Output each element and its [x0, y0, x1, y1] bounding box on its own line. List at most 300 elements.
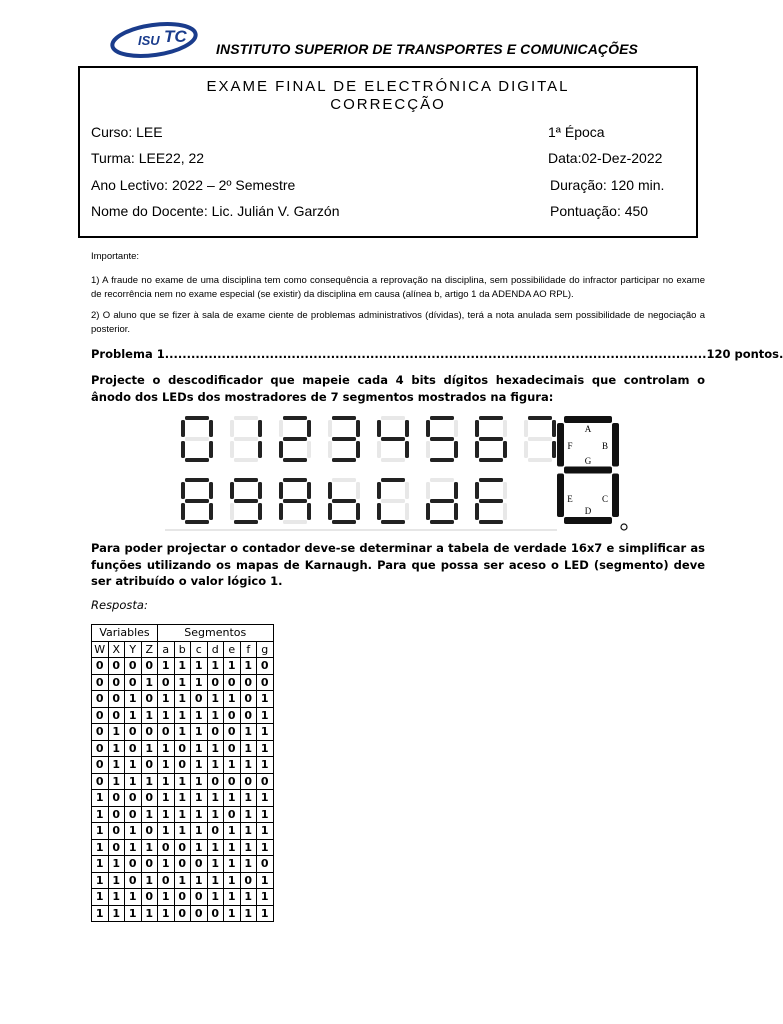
- table-row: [92, 724, 274, 741]
- table-cell: 1: [158, 773, 175, 790]
- segment-digit-6: [475, 416, 507, 462]
- table-cell: 1: [240, 806, 257, 823]
- segment-c: [209, 503, 213, 520]
- table-cell: 1: [207, 691, 224, 708]
- column-header-e: e: [224, 641, 241, 658]
- segment-d: [332, 520, 356, 524]
- table-cell: 0: [174, 757, 191, 774]
- table-cell: 1: [240, 740, 257, 757]
- table-cell: 1: [207, 790, 224, 807]
- column-header-x: X: [108, 641, 125, 658]
- ano-lectivo: Ano Lectivo: 2022 – 2º Semestre: [91, 177, 296, 193]
- table-cell: 0: [191, 889, 208, 906]
- table-cell: 1: [224, 856, 241, 873]
- table-cell: 0: [125, 806, 142, 823]
- column-header-d: d: [207, 641, 224, 658]
- segment-e: [426, 503, 430, 520]
- segment-g: [234, 499, 258, 503]
- segment-g: [430, 499, 454, 503]
- table-cell: 0: [174, 740, 191, 757]
- table-cell: 1: [257, 691, 274, 708]
- table-cell: 0: [92, 757, 109, 774]
- table-cell: 1: [174, 691, 191, 708]
- docente: Nome do Docente: Lic. Julián V. Garzón: [91, 203, 340, 219]
- segment-a: [381, 416, 405, 420]
- epoca: 1ª Época: [548, 124, 605, 140]
- segment-e: [328, 503, 332, 520]
- table-cell: 0: [174, 905, 191, 922]
- table-row: [92, 773, 274, 790]
- table-cell: 0: [224, 674, 241, 691]
- table-cell: 1: [240, 724, 257, 741]
- table-cell: 1: [224, 872, 241, 889]
- table-cell: 1: [108, 773, 125, 790]
- table-cell: 0: [141, 823, 158, 840]
- reference-segment: [612, 423, 619, 467]
- table-cell: 0: [125, 856, 142, 873]
- table-cell: 1: [207, 839, 224, 856]
- table-cell: 1: [191, 872, 208, 889]
- segment-d: [430, 520, 454, 524]
- table-cell: 0: [92, 707, 109, 724]
- segment-e: [181, 441, 185, 458]
- segment-digit-A: [279, 478, 311, 524]
- table-cell: 0: [224, 740, 241, 757]
- segment-g: [479, 499, 503, 503]
- table-cell: 1: [108, 872, 125, 889]
- table-cell: 0: [207, 905, 224, 922]
- table-cell: 1: [224, 839, 241, 856]
- segment-digit-8: [181, 478, 213, 524]
- problem-title-line: [91, 347, 783, 361]
- table-cell: 1: [224, 905, 241, 922]
- table-cell: 1: [108, 740, 125, 757]
- table-cell: 0: [224, 724, 241, 741]
- table-cell: 1: [257, 889, 274, 906]
- table-cell: 1: [141, 806, 158, 823]
- table-cell: 0: [207, 823, 224, 840]
- segment-g: [381, 437, 405, 441]
- segment-d: [234, 520, 258, 524]
- table-cell: 1: [207, 658, 224, 675]
- segment-digit-1: [230, 416, 262, 462]
- table-cell: 1: [158, 889, 175, 906]
- segment-b: [209, 420, 213, 437]
- table-cell: 0: [141, 724, 158, 741]
- table-cell: 1: [207, 856, 224, 873]
- segment-label-f: F: [567, 441, 573, 451]
- segment-c: [258, 441, 262, 458]
- table-cell: 1: [240, 839, 257, 856]
- table-cell: 1: [240, 889, 257, 906]
- segment-g: [381, 499, 405, 503]
- segment-c: [356, 441, 360, 458]
- segment-e: [377, 441, 381, 458]
- table-cell: 1: [191, 674, 208, 691]
- table-cell: 1: [207, 757, 224, 774]
- table-cell: 1: [125, 707, 142, 724]
- turma: Turma: LEE22, 22: [91, 150, 205, 166]
- table-cell: 1: [158, 740, 175, 757]
- institution-name: INSTITUTO SUPERIOR DE TRANSPORTES E COMUNICAÇÕES: [216, 41, 638, 57]
- table-cell: 1: [191, 790, 208, 807]
- table-cell: 0: [141, 856, 158, 873]
- table-cell: 0: [158, 724, 175, 741]
- reference-segment: [557, 474, 564, 518]
- segment-a: [234, 416, 258, 420]
- table-row: [92, 658, 274, 675]
- table-cell: 1: [125, 889, 142, 906]
- table-cell: 0: [125, 724, 142, 741]
- table-cell: 1: [257, 872, 274, 889]
- table-cell: 1: [224, 823, 241, 840]
- table-cell: 0: [92, 724, 109, 741]
- reference-segment: [564, 467, 612, 474]
- pontuacao: Pontuação: 450: [550, 203, 649, 219]
- segment-b: [405, 482, 409, 499]
- table-cell: 1: [257, 707, 274, 724]
- table-cell: 0: [92, 674, 109, 691]
- segment-b: [258, 420, 262, 437]
- reference-segment: [564, 416, 612, 423]
- table-cell: 1: [158, 856, 175, 873]
- table-row: [92, 856, 274, 873]
- table-row: [92, 707, 274, 724]
- segment-d: [234, 458, 258, 462]
- table-cell: 0: [92, 691, 109, 708]
- segment-g: [479, 437, 503, 441]
- table-cell: 1: [224, 691, 241, 708]
- table-cell: 1: [92, 905, 109, 922]
- table-cell: 1: [141, 905, 158, 922]
- segment-e: [475, 441, 479, 458]
- segment-b: [552, 420, 556, 437]
- table-cell: 0: [224, 773, 241, 790]
- segment-label-g: G: [584, 456, 592, 466]
- table-row: [92, 790, 274, 807]
- segment-f: [475, 420, 479, 437]
- segment-d: [185, 458, 209, 462]
- segment-b: [209, 482, 213, 499]
- segment-b: [503, 420, 507, 437]
- isutc-logo: [108, 18, 204, 60]
- table-cell: 1: [158, 790, 175, 807]
- problem-instructions: Para poder projectar o contador deve-se determinar a tabela de verdade 16x7 e simplificar as funções utilizando os mapas de Karnaugh. Para que possa ser aceso o LED (segmento) deve ser atribuído o valor lógico 1.: [91, 541, 705, 588]
- segment-digit-3: [328, 416, 360, 462]
- table-cell: 1: [257, 724, 274, 741]
- segment-b: [356, 420, 360, 437]
- table-cell: 1: [174, 658, 191, 675]
- column-header-c: c: [191, 641, 208, 658]
- table-cell: 0: [257, 658, 274, 675]
- data: Data:02-Dez-2022: [548, 150, 663, 166]
- table-cell: 0: [108, 658, 125, 675]
- table-cell: 1: [207, 872, 224, 889]
- important-label: Importante:: [91, 251, 140, 262]
- segment-c: [258, 503, 262, 520]
- problem-dots: ............................................................................................................................: [164, 347, 707, 361]
- segment-c: [405, 503, 409, 520]
- segment-e: [279, 441, 283, 458]
- exam-subtitle: CORRECÇÃO: [330, 96, 446, 113]
- segment-f: [377, 482, 381, 499]
- table-cell: 1: [141, 773, 158, 790]
- table-cell: 1: [174, 806, 191, 823]
- table-cell: 0: [108, 707, 125, 724]
- segment-g: [528, 437, 552, 441]
- segment-g: [234, 437, 258, 441]
- table-cell: 0: [158, 674, 175, 691]
- table-cell: 1: [174, 790, 191, 807]
- table-cell: 1: [125, 823, 142, 840]
- exam-title: EXAME FINAL DE ELECTRÓNICA DIGITAL: [206, 78, 570, 95]
- segment-e: [230, 441, 234, 458]
- logo-tc: TC: [164, 27, 187, 46]
- segment-d: [381, 520, 405, 524]
- table-cell: 1: [158, 707, 175, 724]
- table-cell: 1: [125, 757, 142, 774]
- segment-label-d: D: [584, 506, 592, 516]
- segment-d: [479, 520, 503, 524]
- segment-f: [279, 420, 283, 437]
- table-cell: 1: [108, 856, 125, 873]
- table-cell: 1: [224, 658, 241, 675]
- segment-a: [185, 416, 209, 420]
- table-cell: 1: [257, 839, 274, 856]
- table-row: [92, 823, 274, 840]
- table-cell: 0: [224, 806, 241, 823]
- table-cell: 1: [224, 889, 241, 906]
- problem-title: Problema 1: [91, 347, 165, 361]
- table-cell: 0: [224, 707, 241, 724]
- table-cell: 1: [141, 839, 158, 856]
- reference-segment: [612, 474, 619, 518]
- table-cell: 1: [240, 823, 257, 840]
- table-cell: 0: [240, 674, 257, 691]
- table-cell: 0: [174, 889, 191, 906]
- table-row: [92, 740, 274, 757]
- problem-statement: Projecte o descodificador que mapeie cada 4 bits dígitos hexadecimais que controlam o ânodo dos LEDs dos mostradores de 7 segmentos mostrados na figura:: [91, 373, 705, 404]
- table-cell: 1: [191, 724, 208, 741]
- segment-b: [454, 482, 458, 499]
- segment-digit-C: [377, 478, 409, 524]
- segment-a: [283, 478, 307, 482]
- table-cell: 1: [158, 823, 175, 840]
- segment-g: [332, 437, 356, 441]
- table-row: [92, 806, 274, 823]
- column-header-g: g: [257, 641, 274, 658]
- column-header-f: f: [240, 641, 257, 658]
- reference-segment: [557, 423, 564, 467]
- seven-segment-figure: [165, 410, 637, 532]
- segment-f: [230, 420, 234, 437]
- table-row: [92, 889, 274, 906]
- table-cell: 1: [240, 905, 257, 922]
- table-cell: 0: [108, 839, 125, 856]
- segment-f: [279, 482, 283, 499]
- table-cell: 1: [158, 691, 175, 708]
- table-row: [92, 872, 274, 889]
- segment-a: [479, 478, 503, 482]
- segment-g: [283, 437, 307, 441]
- segment-e: [230, 503, 234, 520]
- table-cell: 1: [191, 839, 208, 856]
- segment-f: [230, 482, 234, 499]
- segment-d: [185, 520, 209, 524]
- column-header-y: Y: [125, 641, 142, 658]
- table-cell: 1: [174, 707, 191, 724]
- segment-f: [524, 420, 528, 437]
- segment-a: [185, 478, 209, 482]
- segment-e: [181, 503, 185, 520]
- table-cell: 1: [224, 790, 241, 807]
- segment-c: [209, 441, 213, 458]
- table-cell: 0: [108, 674, 125, 691]
- segment-label-a: A: [584, 424, 592, 434]
- segment-b: [405, 420, 409, 437]
- table-cell: 0: [174, 839, 191, 856]
- segment-f: [426, 420, 430, 437]
- table-cell: 1: [240, 856, 257, 873]
- table-cell: 1: [125, 691, 142, 708]
- table-cell: 0: [125, 790, 142, 807]
- table-row: [92, 674, 274, 691]
- table-cell: 0: [191, 905, 208, 922]
- reference-segment: [564, 517, 612, 524]
- segment-e: [279, 503, 283, 520]
- column-header-z: Z: [141, 641, 158, 658]
- logo-isu: ISU: [138, 33, 160, 48]
- table-cell: 1: [257, 823, 274, 840]
- table-cell: 1: [257, 757, 274, 774]
- note-1: 1) A fraude no exame de uma disciplina tem como consequência a reprovação na disciplina, sem possibilidade do infractor participar no exame de recorrência nem no exame especial (se existir) da disciplina em causa (alínea b, artigo 1 da ADENDA AO RPL).: [91, 275, 705, 300]
- table-cell: 0: [92, 740, 109, 757]
- table-cell: 1: [108, 889, 125, 906]
- segment-c: [307, 441, 311, 458]
- table-cell: 1: [191, 823, 208, 840]
- table-cell: 1: [257, 790, 274, 807]
- segment-digit-b: [328, 478, 360, 524]
- table-cell: 0: [141, 658, 158, 675]
- table-cell: 1: [125, 839, 142, 856]
- table-row: [92, 839, 274, 856]
- table-cell: 1: [257, 905, 274, 922]
- segment-digit-2: [279, 416, 311, 462]
- segment-digit-0: [181, 416, 213, 462]
- segment-c: [356, 503, 360, 520]
- column-header-row: [92, 641, 274, 658]
- table-cell: 0: [125, 658, 142, 675]
- table-cell: 1: [257, 740, 274, 757]
- segment-label-c: C: [601, 494, 609, 504]
- table-cell: 1: [92, 889, 109, 906]
- table-cell: 1: [240, 757, 257, 774]
- table-cell: 1: [141, 872, 158, 889]
- table-cell: 1: [141, 740, 158, 757]
- segment-d: [283, 520, 307, 524]
- segment-b: [258, 482, 262, 499]
- table-cell: 0: [240, 691, 257, 708]
- truth-table: [91, 624, 274, 922]
- segment-f: [377, 420, 381, 437]
- table-cell: 0: [158, 872, 175, 889]
- table-cell: 0: [240, 872, 257, 889]
- segment-c: [454, 503, 458, 520]
- table-cell: 0: [108, 691, 125, 708]
- segment-c: [552, 441, 556, 458]
- segment-e: [377, 503, 381, 520]
- segment-label-b: B: [601, 441, 609, 451]
- table-cell: 1: [92, 790, 109, 807]
- table-cell: 1: [174, 823, 191, 840]
- segment-d: [479, 458, 503, 462]
- table-cell: 0: [174, 856, 191, 873]
- table-cell: 0: [257, 674, 274, 691]
- duracao: Duração: 120 min.: [550, 177, 665, 193]
- group-inputs: Variables: [92, 625, 158, 642]
- table-cell: 1: [191, 806, 208, 823]
- segment-c: [307, 503, 311, 520]
- answer-label: Resposta:: [91, 598, 148, 612]
- table-cell: 1: [174, 773, 191, 790]
- segment-d: [332, 458, 356, 462]
- table-row: [92, 757, 274, 774]
- segment-g: [283, 499, 307, 503]
- table-cell: 1: [125, 905, 142, 922]
- segment-f: [475, 482, 479, 499]
- table-cell: 1: [191, 757, 208, 774]
- table-cell: 0: [108, 790, 125, 807]
- segment-a: [381, 478, 405, 482]
- table-cell: 0: [108, 823, 125, 840]
- segment-digit-d: [426, 478, 458, 524]
- curso: Curso: LEE: [91, 124, 163, 140]
- segment-c: [503, 441, 507, 458]
- table-cell: 0: [191, 691, 208, 708]
- table-cell: 0: [158, 839, 175, 856]
- segment-b: [307, 420, 311, 437]
- segment-g: [185, 499, 209, 503]
- table-cell: 1: [207, 740, 224, 757]
- segment-c: [503, 503, 507, 520]
- table-cell: 1: [108, 724, 125, 741]
- segment-d: [381, 458, 405, 462]
- problem-points: 120 pontos.: [706, 347, 783, 361]
- segment-b: [454, 420, 458, 437]
- segment-d: [430, 458, 454, 462]
- table-cell: 1: [240, 658, 257, 675]
- table-cell: 0: [240, 707, 257, 724]
- segment-d: [528, 458, 552, 462]
- table-cell: 1: [174, 872, 191, 889]
- table-cell: 0: [92, 658, 109, 675]
- segment-b: [307, 482, 311, 499]
- segment-a: [430, 478, 454, 482]
- table-cell: 1: [158, 806, 175, 823]
- segment-label-e: E: [567, 494, 573, 504]
- table-cell: 1: [191, 773, 208, 790]
- segment-digit-E: [475, 478, 507, 524]
- segment-f: [328, 420, 332, 437]
- table-cell: 1: [92, 872, 109, 889]
- segment-g: [430, 437, 454, 441]
- table-row: [92, 691, 274, 708]
- table-cell: 1: [92, 823, 109, 840]
- table-row: [92, 905, 274, 922]
- column-header-a: a: [158, 641, 175, 658]
- table-cell: 1: [191, 658, 208, 675]
- table-cell: 1: [108, 757, 125, 774]
